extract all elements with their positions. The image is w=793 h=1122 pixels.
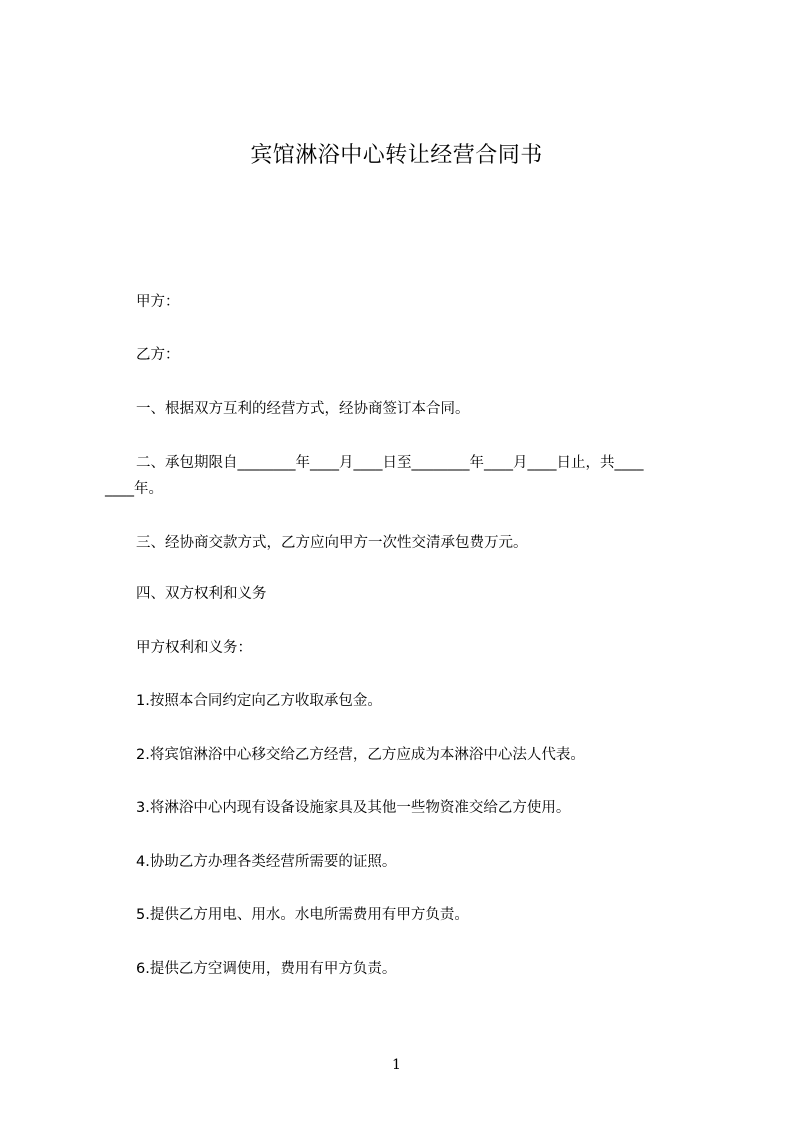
list-item: 6.提供乙方空调使用，费用有甲方负责。	[136, 961, 397, 977]
list-item: 4.协助乙方办理各类经营所需要的证照。	[136, 854, 397, 870]
list-item: 3.将淋浴中心内现有设备设施家具及其他一些物资准交给乙方使用。	[136, 800, 571, 816]
party-a-rights-heading: 甲方权利和义务：	[136, 640, 252, 656]
party-a-line: 甲方：	[136, 294, 180, 310]
clause-4-heading: 四、双方权利和义务	[136, 586, 267, 602]
clause-2-line-1: 二、承包期限自________年____月____日至________年____月____日止，共____	[136, 455, 644, 471]
list-item: 2.将宾馆淋浴中心移交给乙方经营，乙方应成为本淋浴中心法人代表。	[136, 747, 585, 763]
list-item: 1.按照本合同约定向乙方收取承包金。	[136, 693, 382, 709]
clause-2-line-2: ____年。	[105, 481, 163, 497]
clause-1: 一、根据双方互利的经营方式，经协商签订本合同。	[136, 401, 470, 417]
clause-3: 三、经协商交款方式，乙方应向甲方一次性交清承包费万元。	[136, 535, 528, 551]
page-number: 1	[392, 1057, 401, 1073]
party-b-line: 乙方：	[136, 347, 180, 363]
document-title: 宾馆淋浴中心转让经营合同书	[250, 143, 543, 168]
list-item: 5.提供乙方用电、用水。水电所需费用有甲方负责。	[136, 907, 469, 923]
